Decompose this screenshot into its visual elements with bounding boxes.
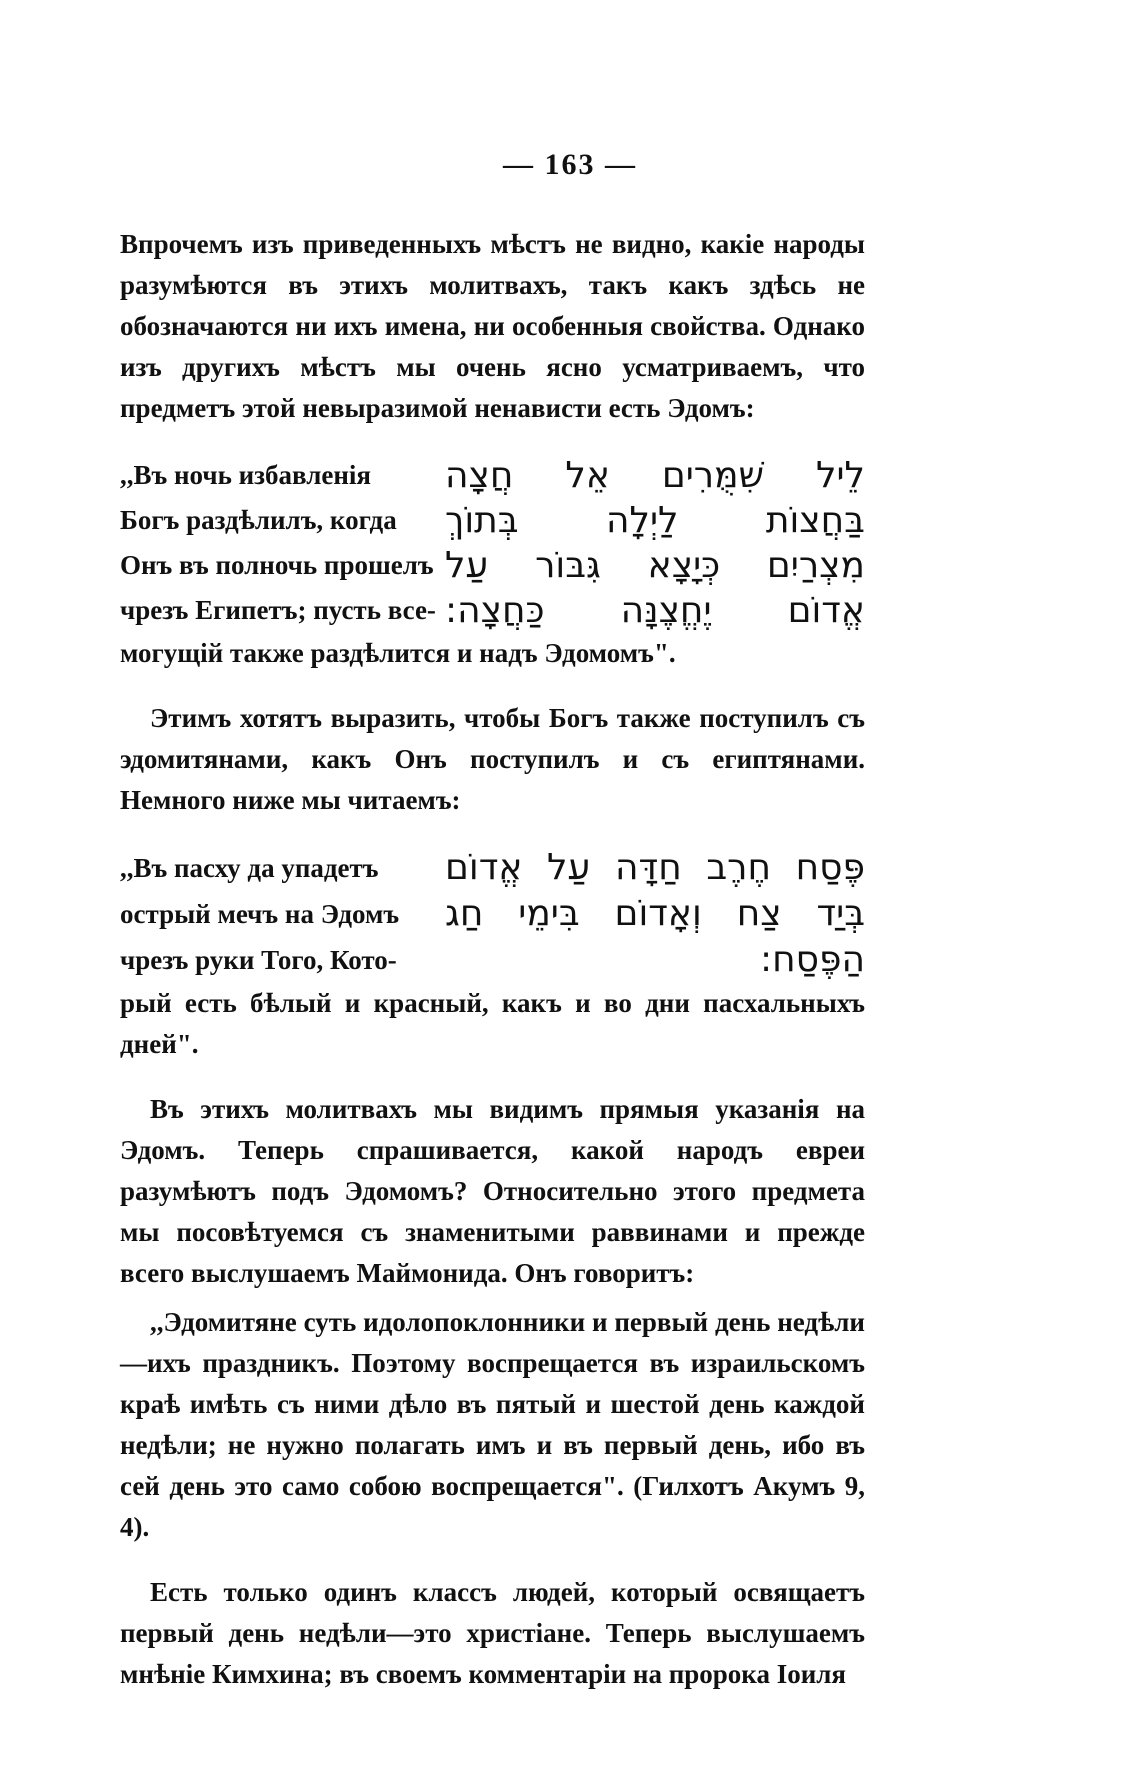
- quote-2-russian: [120, 845, 420, 983]
- quote-1-tail: могущій также раздѣлится и надъ Эдомомъ".: [120, 638, 676, 668]
- quote-1-ru-line: Онъ въ полночь прошелъ: [120, 550, 434, 580]
- quote-1-he-line: אֱדוֹם יֶחֱצֶנָּה כַּחֲצָה:: [445, 590, 865, 631]
- quote-2-he-line: פֶּסַח חֶרֶב חַדָּה עַל אֱדוֹם: [445, 847, 865, 888]
- quote-2-ru-line: острый мечъ на Эдомъ: [120, 899, 400, 929]
- quote-block-2: [120, 845, 865, 983]
- quote-2-hebrew: [445, 845, 865, 983]
- quote-1-ru-line: Богъ раздѣлилъ, когда: [120, 505, 397, 535]
- text-column: [120, 224, 865, 1695]
- quote-2-he-line: בְּיַד צַח וְאָדוֹם בִּימֵי חַג: [445, 893, 865, 934]
- quote-1-ru-line: ,,Въ ночь избавленія: [120, 460, 372, 490]
- quote-1-he-line: מִצְרַיִם כְּיָצָא גִּבּוֹר עַל: [445, 545, 865, 586]
- quote-1-ru-line: чрезъ Египетъ; пусть все-: [120, 595, 436, 625]
- quote-2-he-line: הַפֶּסַח:: [759, 939, 865, 980]
- page-number: — 163 —: [503, 148, 637, 181]
- paragraph-1: Впрочемъ изъ приведенныхъ мѣстъ не видно, какіе народы разумѣются въ этихъ молитвахъ, такъ какъ здѣсь не обозначаются ни ихъ имена, ни особенныя свойства. Однако изъ другихъ мѣстъ мы очень ясно усматриваемъ, что предметъ этой невыразимой ненависти есть Эдомъ:: [120, 229, 865, 423]
- quote-1-russian: [120, 453, 436, 633]
- paragraph-4-maimonides-quote: ,,Эдомитяне суть идолопоклонники и первый день недѣли—ихъ праздникъ. Поэтому воспрещается въ израильскомъ краѣ имѣть съ ними дѣло въ пятый и шестой день каждой недѣли; не нужно полагать имъ и въ первый день, ибо въ сей день это само собою воспрещается". (Гилхотъ Акумъ 9, 4).: [120, 1307, 865, 1542]
- quote-1-he-line: בַּחֲצוֹת לַיְלָה בְּתוֹךְ: [445, 500, 865, 541]
- quote-1-hebrew: [445, 453, 865, 633]
- quote-2-ru-line: чрезъ руки Того, Кото-: [120, 945, 397, 975]
- paragraph-5: Есть только одинъ классъ людей, который освящаетъ первый день недѣли—это христіане. Теперь выслушаемъ мнѣніе Кимхина; въ своемъ комментаріи на пророка Іоиля: [120, 1577, 865, 1689]
- paragraph-2: Этимъ хотятъ выразить, чтобы Богъ также поступилъ съ эдомитянами, какъ Онъ поступилъ и съ египтянами. Немного ниже мы читаемъ:: [120, 703, 865, 815]
- quote-2-ru-line: ,,Въ пасху да упадетъ: [120, 853, 379, 883]
- quote-block-1: [120, 453, 865, 633]
- quote-2-tail: рый есть бѣлый и красный, какъ и во дни пасхальныхъ дней".: [120, 988, 865, 1059]
- paragraph-3: Въ этихъ молитвахъ мы видимъ прямыя указанія на Эдомъ. Теперь спрашивается, какой народъ евреи разумѣютъ подъ Эдомомъ? Относительно этого предмета мы посовѣтуемся съ знаменитыми раввинами и прежде всего выслушаемъ Маймонида. Онъ говоритъ:: [120, 1094, 865, 1288]
- quote-1-he-line: לֵיל שִׁמֻּרִים אֵל חֲצָה: [445, 455, 865, 496]
